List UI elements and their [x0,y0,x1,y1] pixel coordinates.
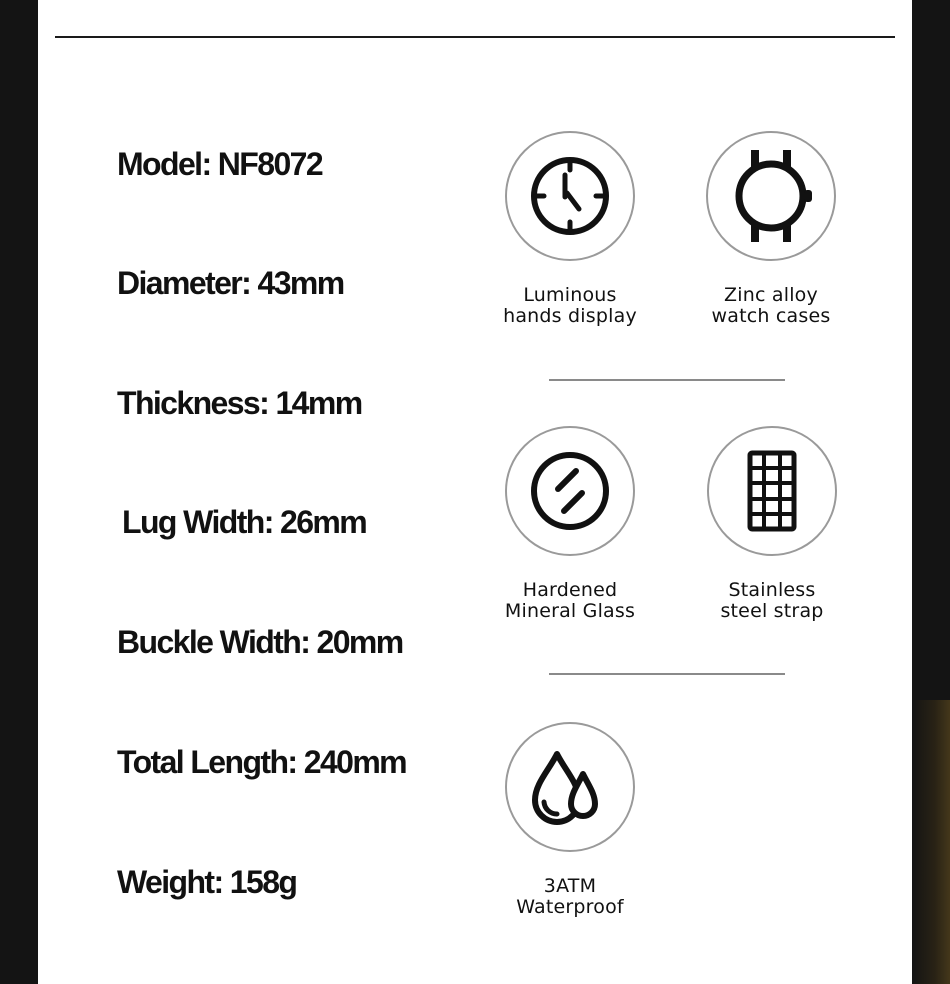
feature-caption-line: Luminous [523,284,617,306]
spec-weight: Weight: 158g [117,864,297,900]
feature-caption-line: 3ATM [543,875,597,897]
feature-caption-line: Waterproof [516,896,624,918]
feature-caption [460,876,680,918]
feature-circle [505,131,635,261]
feature-zinc-alloy-case [661,131,881,327]
spec-thickness: Thickness: 14mm [117,385,362,421]
water-drops-icon [527,744,613,830]
feature-luminous-hands [460,131,680,327]
clock-icon [527,153,613,239]
edge-glow [912,700,950,984]
feature-caption [661,285,881,327]
watch-case-icon [726,148,816,244]
section-divider [549,673,785,675]
feature-caption-line: Hardened [522,579,618,601]
feature-caption [662,580,882,622]
feature-waterproof [460,722,680,918]
mineral-glass-icon [527,448,613,534]
feature-caption [460,285,680,327]
section-divider [549,379,785,381]
feature-caption-line: Mineral Glass [504,600,636,622]
feature-caption-line: Stainless [728,579,816,601]
feature-caption [460,580,680,622]
feature-caption-line: hands display [503,305,637,327]
feature-circle [706,131,836,261]
feature-steel-strap [662,426,882,622]
feature-circle [707,426,837,556]
top-divider [55,36,895,38]
feature-caption-line: watch cases [711,305,831,327]
spec-buckle-width: Buckle Width: 20mm [117,624,403,660]
feature-caption-line: Zinc alloy [724,284,818,306]
spec-lug-width: Lug Width: 26mm [122,504,367,540]
feature-caption-line: steel strap [720,600,824,622]
spec-model: Model: NF8072 [117,146,323,182]
feature-mineral-glass [460,426,680,622]
spec-total-length: Total Length: 240mm [117,744,407,780]
feature-circle [505,722,635,852]
steel-strap-icon [742,448,802,534]
feature-circle [505,426,635,556]
spec-diameter: Diameter: 43mm [117,265,344,301]
